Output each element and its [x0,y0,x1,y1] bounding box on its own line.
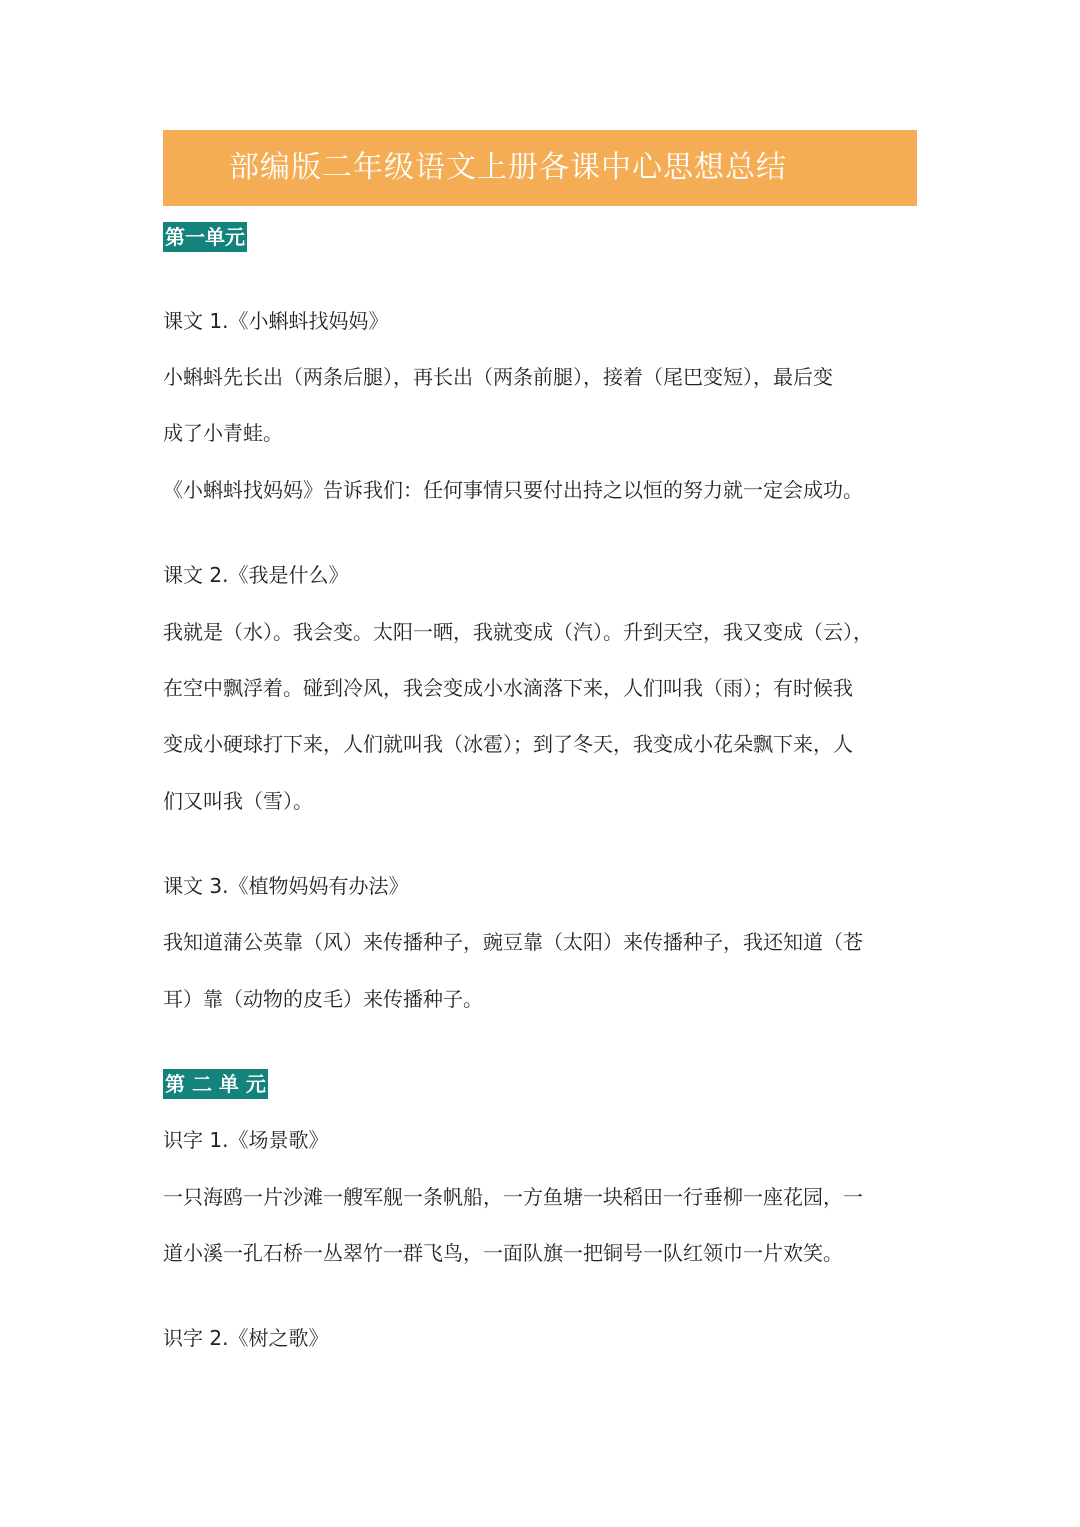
paragraph-line: 道小溪一孔石桥一丛翠竹一群飞鸟，一面队旗一把铜号一队红领巾一片欢笑。 [163,1241,843,1265]
title-banner [163,130,917,206]
paragraph-line: 们又叫我（雪）。 [163,789,313,813]
paragraph-line: 变成小硬球打下来，人们就叫我（冰雹）；到了冬天，我变成小花朵飘下来，人 [163,732,853,756]
lesson-heading: 课文 1.《小蝌蚪找妈妈》 [163,309,389,333]
lesson-heading: 识字 1.《场景歌》 [163,1128,329,1152]
paragraph-line: 耳）靠（动物的皮毛）来传播种子。 [163,987,483,1011]
page-title: 部编版二年级语文上册各课中心思想总结 [229,150,787,185]
paragraph-line: 我知道蒲公英靠（风）来传播种子，豌豆靠（太阳）来传播种子，我还知道（苍 [163,930,863,954]
unit-label-1: 第一单元 [163,222,247,252]
unit-label-2: 第 二 单 元 [163,1069,268,1099]
paragraph-line: 在空中飘浮着。碰到冷风，我会变成小水滴落下来，人们叫我（雨）；有时候我 [163,676,853,700]
lesson-heading: 课文 2.《我是什么》 [163,563,349,587]
paragraph-line: 成了小青蛙。 [163,421,283,445]
lesson-heading: 课文 3.《植物妈妈有办法》 [163,874,409,898]
lesson-heading: 识字 2.《树之歌》 [163,1326,329,1350]
paragraph-line: 一只海鸥一片沙滩一艘军舰一条帆船，一方鱼塘一块稻田一行垂柳一座花园，一 [163,1185,863,1209]
paragraph-line: 《小蝌蚪找妈妈》告诉我们：任何事情只要付出持之以恒的努力就一定会成功。 [163,478,863,502]
paragraph-line: 我就是（水）。我会变。太阳一晒，我就变成（汽）。升到天空，我又变成（云）， [163,620,873,644]
paragraph-line: 小蝌蚪先长出（两条后腿），再长出（两条前腿），接着（尾巴变短），最后变 [163,365,833,389]
